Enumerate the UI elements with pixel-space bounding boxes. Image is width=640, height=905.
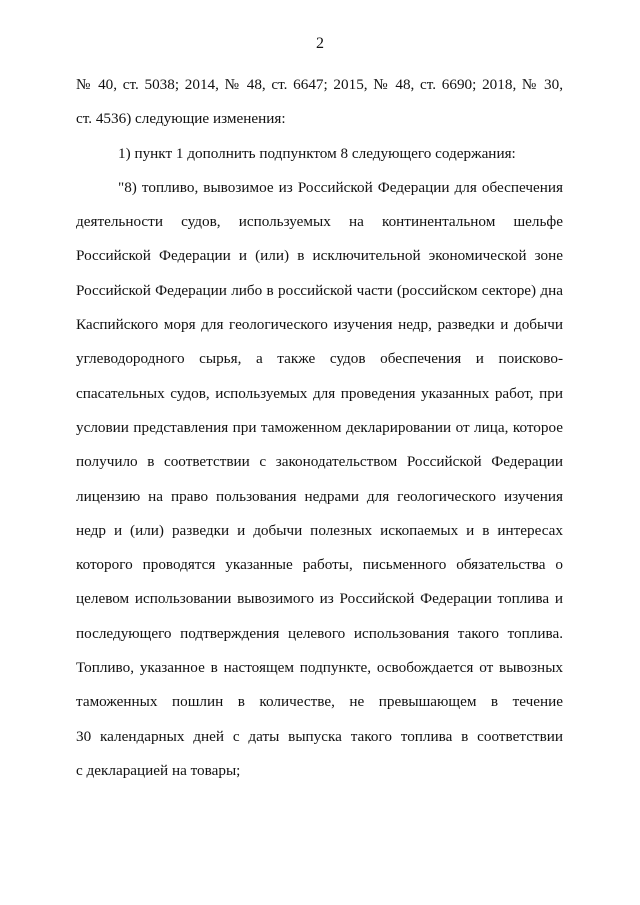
text-line: с декларацией на товары; (76, 761, 241, 779)
text-line: деятельности судов, используемых на континентальном шельфе (76, 213, 563, 231)
text-line: получило в соответствии с законодательством Российской Федерации (76, 453, 563, 471)
document-body (76, 68, 563, 788)
text-line: условии представления при таможенном декларировании от лица, которое (76, 418, 563, 436)
text-line: Российской Федерации либо в российской части (российском секторе) дна (76, 281, 563, 299)
text-line: № 40, ст. 5038; 2014, № 48, ст. 6647; 2015, № 48, ст. 6690; 2018, № 30, (76, 76, 563, 93)
text-line: ст. 4536) следующие изменения: (76, 110, 286, 128)
text-line: Российской Федерации и (или) в исключительной экономической зоне (76, 247, 563, 265)
text-line: 30 календарных дней с даты выпуска такого топлива в соответствии (76, 727, 563, 745)
text-line: лицензию на право пользования недрами для геологического изучения (76, 487, 563, 505)
text-line: которого проводятся указанные работы, письменного обязательства о (76, 556, 563, 574)
page-number: 2 (316, 35, 324, 52)
text-line: таможенных пошлин в количестве, не превышающем в течение (76, 693, 563, 711)
text-line: углеводородного сырья, а также судов обеспечения и поисково- (76, 350, 563, 368)
text-line: Каспийского моря для геологического изучения недр, разведки и добычи (76, 316, 563, 334)
text-line: "8) топливо, вывозимое из Российской Федерации для обеспечения (118, 178, 563, 196)
text-line: спасательных судов, используемых для проведения указанных работ, при (76, 384, 563, 402)
text-line: недр и (или) разведки и добычи полезных ископаемых и в интересах (76, 521, 563, 539)
text-line: целевом использовании вывозимого из Российской Федерации топлива и (76, 590, 563, 608)
text-line: 1) пункт 1 дополнить подпунктом 8 следующего содержания: (118, 144, 516, 162)
text-line: Топливо, указанное в настоящем подпункте, освобождается от вывозных (76, 659, 563, 677)
text-line: последующего подтверждения целевого использования такого топлива. (76, 624, 563, 642)
